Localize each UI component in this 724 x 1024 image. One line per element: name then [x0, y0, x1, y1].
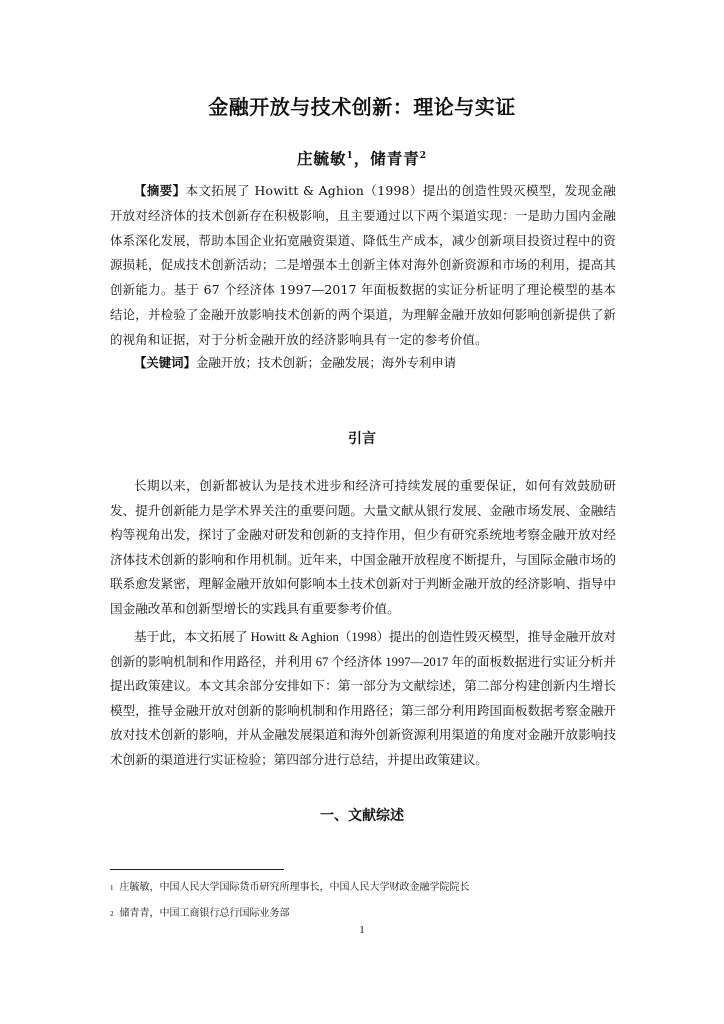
author-line	[0, 148, 724, 170]
footnote-text: 储青青，中国工商银行总行国际业务部	[119, 908, 290, 919]
footnote	[110, 880, 616, 896]
footnote-divider	[110, 869, 284, 870]
keywords-text: 金融开放；技术创新；金融发展；海外专利申请	[195, 355, 457, 370]
abstract-paragraph	[110, 179, 616, 353]
author-name: 储青青	[370, 149, 420, 168]
body-paragraph: 长期以来，创新都被认为是技术进步和经济可持续发展的重要保证，如何有效鼓励研发、提升创新能力是学术界关注的重要问题。大量文献从银行发展、金融市场发展、金融结构等视角出发，探讨了金融对研发和创新的支持作用，但少有研究系统地考察金融开放对经济体技术创新的影响和作用机制。近年来，中国金融开放程度不断提升，与国际金融市场的联系愈发紧密，理解金融开放如何影响本土技术创新对于判断金融开放的经济影响、指导中国金融改革和创新型增长的实践具有重要参考价值。	[110, 479, 616, 616]
paper-title: 金融开放与技术创新：理论与实证	[208, 95, 516, 119]
body-paragraph: 基于此，本文拓展了 Howitt & Aghion（1998）提出的创造性毁灭模型，推导金融开放对创新的影响机制和作用路径，并利用 67 个经济体 1997—2017 年的面板数据进行实证分析并提出政策建议。本文其余部分安排如下：第一部分为文献综述，第二部分构建创新内生增长模型，推导金融开放对创新的影响机制和作用路径；第三部分利用跨国面板数据考察金融开放对技术创新的影响，并从金融发展渠道和海外创新资源利用渠道的角度对金融开放影响技术创新的渠道进行实证检验；第四部分进行总结，并提出政策建议。	[110, 630, 616, 767]
section-heading-literature-review: 一、文献综述	[320, 808, 404, 824]
abstract-label: 【摘要】	[134, 183, 186, 198]
abstract-text: 本文拓展了 Howitt & Aghion（1998）提出的创造性毁灭模型，发现金融开放对经济体的技术创新存在积极影响，且主要通过以下两个渠道实现：一是助力国内金融体系深化发展，帮助本国企业拓宽融资渠道、降低生产成本，减少创新项目投资过程中的资源损耗，促成技术创新活动；二是增强本土创新主体对海外创新资源和市场的利用，提高其创新能力。基于 67 个经济体 1997—2017 年面板数据的实证分析证明了理论模型的基本结论，并检验了金融开放影响技术创新的两个渠道，为理解金融开放如何影响创新提供了新的视角和证据，对于分析金融开放的经济影响具有一定的参考价值。	[110, 183, 616, 347]
keywords-label: 【关键词】	[134, 355, 196, 370]
author-separator: ，	[353, 149, 371, 168]
page-number: 1	[359, 924, 365, 936]
footnote-marker[interactable]: 1	[346, 151, 354, 161]
footnote-mark: 2	[110, 910, 114, 918]
footnote-marker[interactable]: 2	[419, 151, 428, 161]
author-name: 庄毓敏	[296, 149, 347, 168]
section-heading-intro: 引言	[348, 431, 376, 447]
keywords-paragraph	[110, 351, 616, 375]
footnote	[110, 906, 616, 922]
footnote-mark: 1	[110, 884, 114, 892]
footnote-text: 庄毓敏，中国人民大学国际货币研究所理事长，中国人民大学财政金融学院院长	[119, 882, 470, 893]
